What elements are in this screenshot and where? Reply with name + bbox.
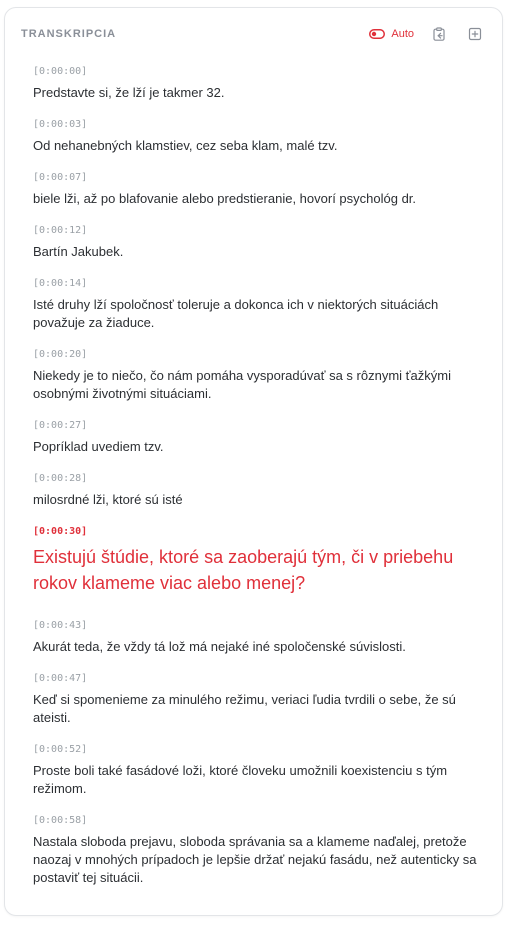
- segment-text: Existujú štúdie, ktoré sa zaoberajú tým, či v priebehu rokov klameme viac alebo menej?: [33, 547, 454, 593]
- transcript-segment[interactable]: [33, 473, 482, 509]
- add-button[interactable]: [464, 23, 486, 45]
- segment-text: Akurát teda, že vždy tá lož má nejaké iné spoločenské súvislosti.: [33, 639, 406, 654]
- plus-square-icon: [468, 27, 482, 41]
- segment-timestamp[interactable]: [0:00:43]: [33, 620, 88, 631]
- panel-header: [5, 8, 502, 60]
- panel-title: TRANSKRIPCIA: [21, 28, 117, 40]
- segment-timestamp[interactable]: [0:00:30]: [33, 526, 88, 537]
- transcript-segment[interactable]: [33, 620, 482, 656]
- transcript-segment[interactable]: [33, 673, 482, 727]
- segment-timestamp[interactable]: [0:00:07]: [33, 172, 88, 183]
- transcript-list[interactable]: [5, 60, 502, 908]
- segment-text: Isté druhy lží spoločnosť toleruje a dokonca ich v niektorých situáciách považuje za žiaduce.: [33, 297, 439, 330]
- header-actions: [369, 23, 486, 45]
- segment-text: milosrdné lži, ktoré sú isté: [33, 492, 183, 507]
- segment-timestamp[interactable]: [0:00:00]: [33, 66, 88, 77]
- segment-text: Nastala sloboda prejavu, sloboda správania sa a klameme naďalej, pretože naozaj v mnohých prípadoch je lepšie držať nejakú fasádu, než autenticky sa postaviť tej situácii.: [33, 834, 477, 885]
- transcript-segment[interactable]: [33, 744, 482, 798]
- segment-text: Popríklad uvediem tzv.: [33, 439, 164, 454]
- segment-timestamp[interactable]: [0:00:03]: [33, 119, 88, 130]
- transcript-segment[interactable]: [33, 420, 482, 456]
- transcript-segment[interactable]: [33, 119, 482, 155]
- segment-timestamp[interactable]: [0:00:47]: [33, 673, 88, 684]
- auto-label: Auto: [391, 28, 414, 40]
- auto-scroll-toggle[interactable]: [369, 28, 414, 40]
- segment-timestamp[interactable]: [0:00:58]: [33, 815, 88, 826]
- segment-timestamp[interactable]: [0:00:20]: [33, 349, 88, 360]
- segment-timestamp[interactable]: [0:00:27]: [33, 420, 88, 431]
- transcript-segment[interactable]: [33, 225, 482, 261]
- segment-text: biele lži, až po blafovanie alebo predstieranie, hovorí psychológ dr.: [33, 191, 417, 206]
- transcript-segment[interactable]: [33, 349, 482, 403]
- segment-text: Od nehanebných klamstiev, cez seba klam, malé tzv.: [33, 138, 338, 153]
- segment-timestamp[interactable]: [0:00:28]: [33, 473, 88, 484]
- segment-text: Keď si spomenieme za minulého režimu, veriaci ľudia tvrdili o sebe, že sú ateisti.: [33, 692, 456, 725]
- segment-text: Predstavte si, že lží je takmer 32.: [33, 85, 225, 100]
- segment-timestamp[interactable]: [0:00:12]: [33, 225, 88, 236]
- transcript-segment[interactable]: [33, 815, 482, 887]
- transcript-segment[interactable]: [33, 278, 482, 332]
- segment-text: Niekedy je to niečo, čo nám pomáha vysporadúvať sa s rôznymi ťažkými osobnými životnými situáciami.: [33, 368, 451, 401]
- clipboard-icon: [432, 27, 446, 41]
- transcript-segment-active[interactable]: [33, 526, 482, 596]
- segment-timestamp[interactable]: [0:00:14]: [33, 278, 88, 289]
- transcript-panel: [4, 7, 503, 916]
- toggle-icon: [369, 29, 385, 39]
- segment-text: Proste boli také fasádové loži, ktoré človeku umožnili koexistenciu s tým režimom.: [33, 763, 448, 796]
- transcript-segment[interactable]: [33, 172, 482, 208]
- segment-text: Bartín Jakubek.: [33, 244, 124, 259]
- transcript-segment[interactable]: [33, 66, 482, 102]
- segment-timestamp[interactable]: [0:00:52]: [33, 744, 88, 755]
- copy-button[interactable]: [428, 23, 450, 45]
